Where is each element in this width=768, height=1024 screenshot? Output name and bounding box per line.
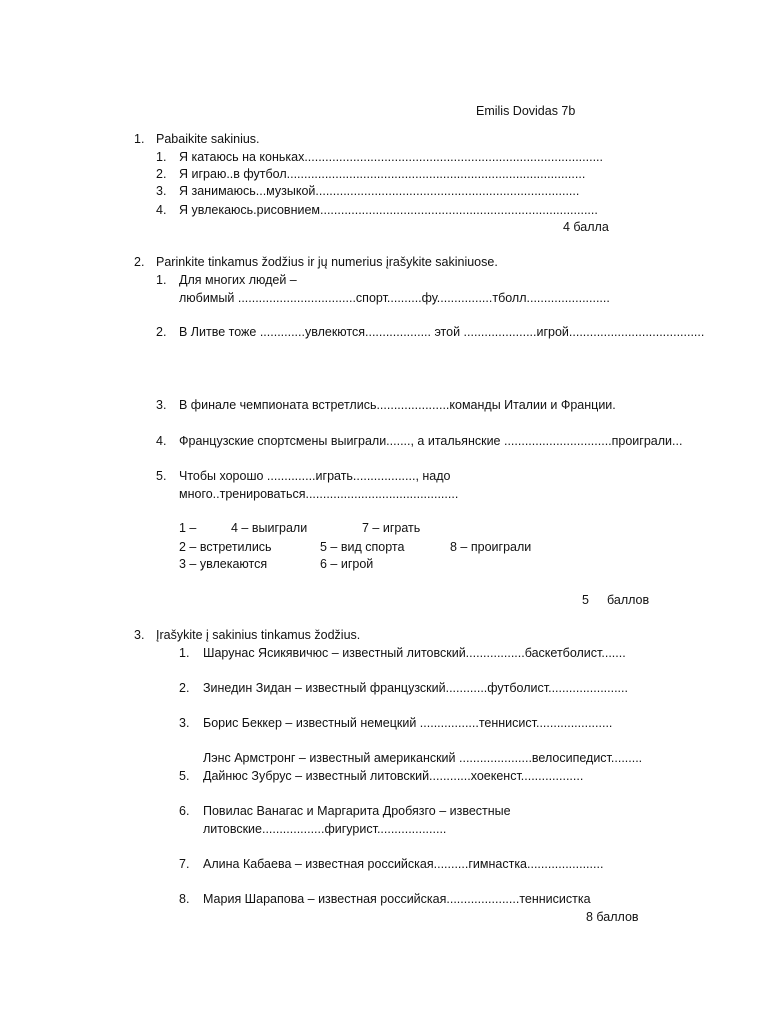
section-number: 2. [134, 255, 145, 269]
exercise-line: Я играю..в футбол...................................................................................... [179, 167, 586, 181]
item-number: 1. [156, 273, 167, 287]
section-title: Įrašykite į sakinius tinkamus žodžius. [156, 628, 361, 642]
word-bank-item: 8 – проиграли [450, 540, 532, 554]
item-number: 3. [179, 716, 190, 730]
exercise-line: Мария Шарапова – известная российская.....................теннисистка [203, 892, 591, 906]
section-score: 4 балла [563, 220, 609, 234]
item-number: 2. [156, 325, 167, 339]
exercise-line: любимый ..................................спорт..........фу................тболл........................ [179, 291, 610, 305]
exercise-line: Чтобы хорошо ..............играть.................., надо [179, 469, 451, 483]
word-bank-item: 5 – вид спорта [320, 540, 405, 554]
section-number: 1. [134, 132, 145, 146]
word-bank-item: 3 – увлекаются [179, 557, 268, 571]
exercise-line: Дайнюс Зубрус – известный литовский............хоекенст.................. [203, 769, 584, 783]
section-number: 3. [134, 628, 145, 642]
item-number: 7. [179, 857, 190, 871]
exercise-line: Шарунас Ясикявичюс – известный литовский.................баскетболист....... [203, 646, 626, 660]
section-score-word: баллов [607, 593, 650, 607]
item-number: 1. [156, 150, 167, 164]
section-score-number: 5 [582, 593, 589, 607]
exercise-line: Борис Беккер – известный немецкий .................теннисист...................... [203, 716, 613, 730]
word-bank-item: 1 – [179, 521, 197, 535]
section-title: Parinkite tinkamus žodžius ir jų numerius įrašykite sakiniuose. [156, 255, 498, 269]
item-number: 6. [179, 804, 190, 818]
item-number: 3. [156, 184, 167, 198]
word-bank-item: 2 – встретились [179, 540, 272, 554]
item-number: 2. [179, 681, 190, 695]
author-name: Emilis Dovidas 7b [476, 104, 576, 118]
item-number: 4. [156, 434, 167, 448]
exercise-line: Для многих людей – [179, 273, 297, 287]
item-number: 1. [179, 646, 190, 660]
word-bank-item: 7 – играть [362, 521, 421, 535]
exercise-line: Французские спортсмены выиграли......., а итальянские ...............................проиграли... [179, 434, 683, 448]
word-bank-item: 4 – выиграли [231, 521, 308, 535]
exercise-line: Алина Кабаева – известная российская..........гимнастка...................... [203, 857, 604, 871]
exercise-line: Я увлекаюсь.рисовнием................................................................................ [179, 203, 598, 217]
exercise-line: Лэнс Армстронг – известный американский .....................велосипедист......... [203, 751, 643, 765]
exercise-line: Я занимаюсь...музыкой............................................................................ [179, 184, 580, 198]
exercise-line: много..тренироваться............................................ [179, 487, 459, 501]
exercise-line: Зинедин Зидан – известный французский............футболист....................... [203, 681, 628, 695]
word-bank-item: 6 – игрой [320, 557, 374, 571]
item-number: 4. [156, 203, 167, 217]
section-score: 8 баллов [586, 910, 639, 924]
item-number: 5. [156, 469, 167, 483]
exercise-line: Я катаюсь на коньках...................................................................................... [179, 150, 603, 164]
exercise-line: Повилас Ванагас и Маргарита Дробязго – известные [203, 804, 511, 818]
exercise-line: В финале чемпионата встретлись.....................команды Италии и Франции. [179, 398, 616, 412]
exercise-line: литовские..................фигурист.................... [203, 822, 447, 836]
item-number: 5. [179, 769, 190, 783]
item-number: 3. [156, 398, 167, 412]
exercise-line: В Литве тоже .............увлекются................... этой .....................игрой....................................... [179, 325, 705, 339]
item-number: 8. [179, 892, 190, 906]
item-number: 2. [156, 167, 167, 181]
section-title: Pabaikite sakinius. [156, 132, 260, 146]
